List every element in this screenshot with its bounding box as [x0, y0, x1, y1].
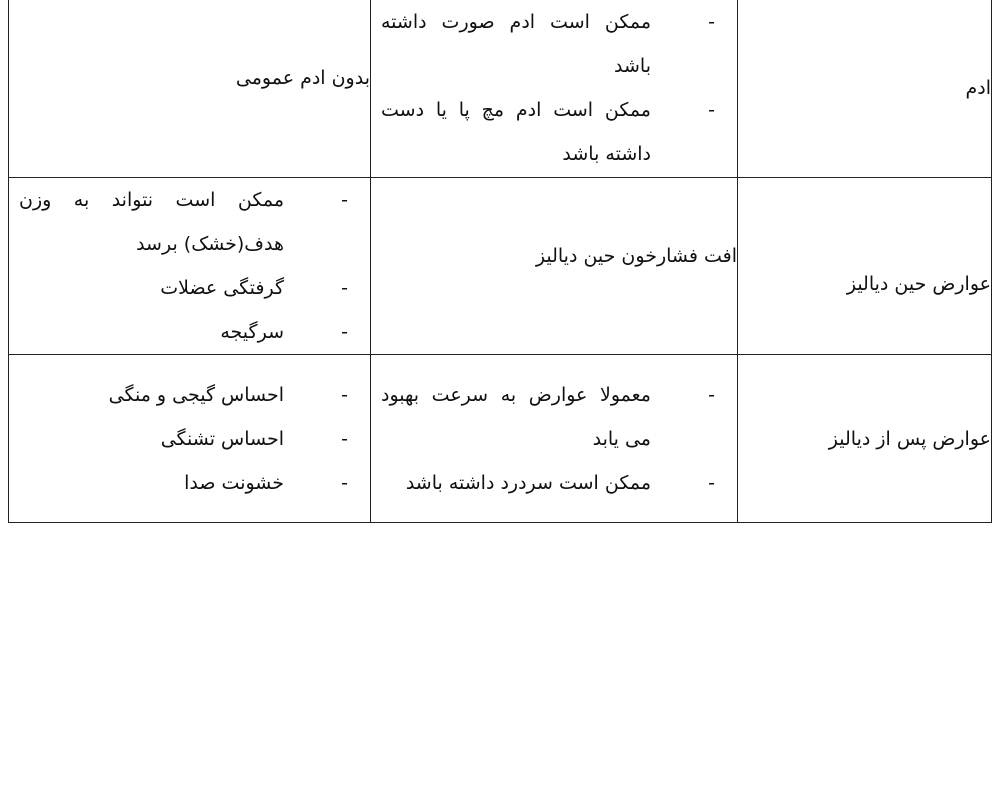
row-label: عوارض پس از دیالیز — [738, 355, 992, 523]
middle-cell — [371, 0, 738, 178]
list-item: - ممکن است ادم مچ پا یا دست داشته باشد — [381, 88, 715, 176]
list-item: - احساس تشنگی — [19, 417, 348, 461]
bullet-list — [371, 373, 737, 505]
middle-cell — [371, 355, 738, 523]
left-cell — [9, 355, 371, 523]
list-item: - احساس گیجی و منگی — [19, 373, 348, 417]
cell-text: عوارض حین دیالیز — [846, 273, 991, 295]
bullet-list — [371, 0, 737, 176]
list-item: - گرفتگی عضلات — [19, 266, 348, 310]
list-item: - ممکن است ادم صورت داشته باشد — [381, 0, 715, 88]
row-label: ادم — [738, 0, 992, 178]
list-item: - خشونت صدا — [19, 461, 348, 505]
list-item: - ممکن است نتواند به وزن هدف(خشک) برسد — [19, 178, 348, 266]
list-item: - ممکن است سردرد داشته باشد — [381, 461, 715, 505]
table-row — [9, 178, 992, 355]
left-cell — [9, 0, 371, 178]
cell-text: بدون ادم عمومی — [235, 67, 370, 89]
bullet-list — [9, 373, 370, 505]
row-label — [738, 178, 992, 355]
list-item: - معمولا عوارض به سرعت بهبود می یابد — [381, 373, 715, 461]
table-row — [9, 355, 992, 523]
table-row — [9, 0, 992, 178]
comparison-table — [8, 0, 992, 523]
list-item: - سرگیجه — [19, 310, 348, 354]
left-cell — [9, 178, 371, 355]
middle-cell — [371, 178, 738, 355]
bullet-list — [9, 178, 370, 354]
cell-text: افت فشارخون حین دیالیز — [535, 245, 737, 267]
